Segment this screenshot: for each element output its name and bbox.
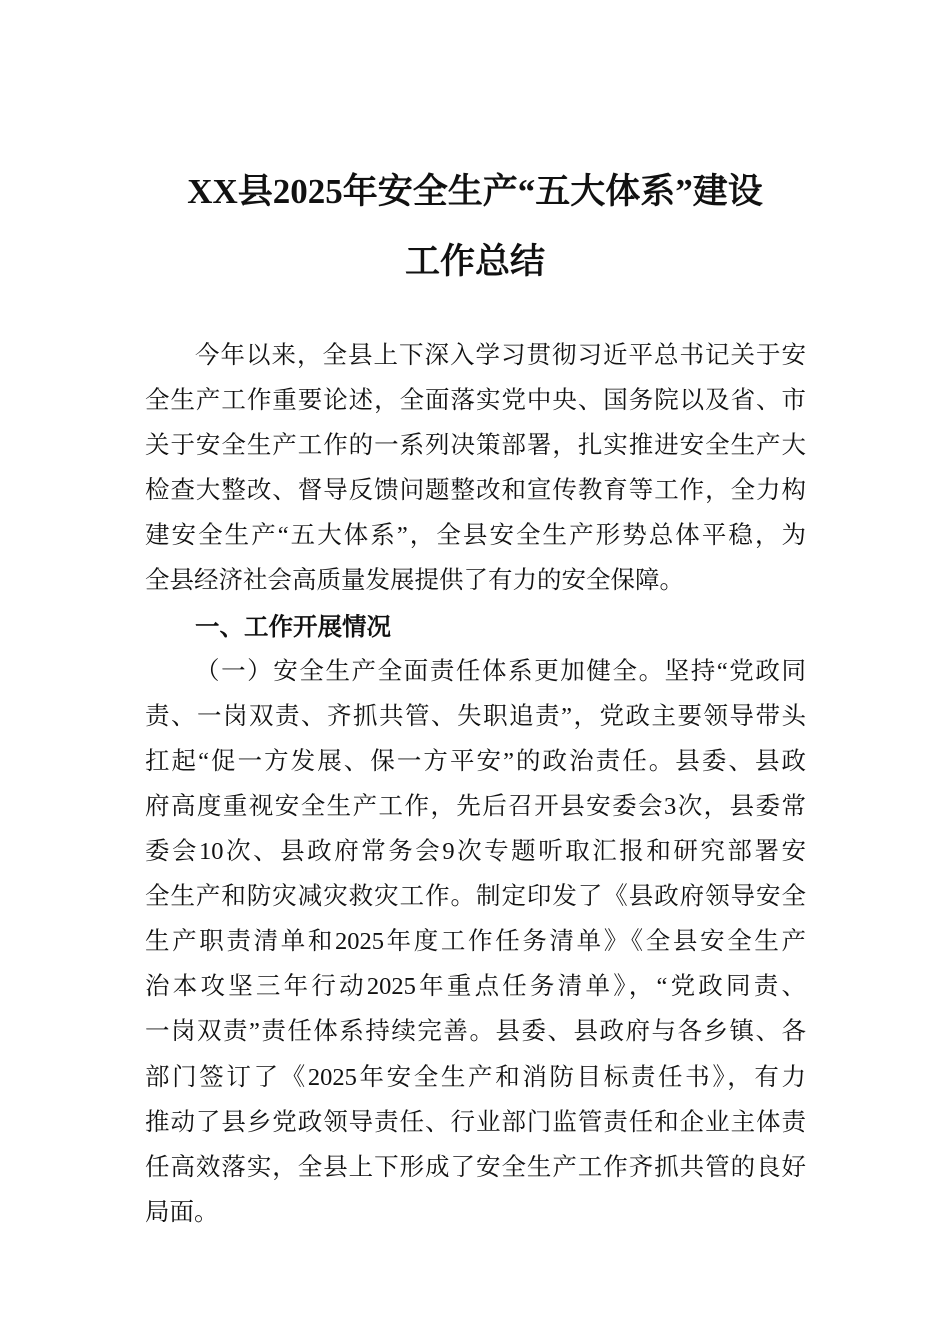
text-line: 任高效落实，全县上下形成了安全生产工作齐抓共管的良好 — [145, 1153, 806, 1181]
text-line: （一）安全生产全面责任体系更加健全。坚持“党政同 — [195, 657, 806, 685]
text-line: 检查大整改、督导反馈问题整改和宣传教育等工作，全力构 — [145, 477, 806, 505]
section1-paragraph — [145, 649, 806, 1235]
text-line: 建安全生产“五大体系”，全县安全生产形势总体平稳，为 — [145, 522, 806, 550]
text-line: 治本攻坚三年行动2025年重点任务清单》，“党政同责、 — [145, 973, 806, 1001]
text-line: 一岗双责”责任体系持续完善。县委、县政府与各乡镇、各 — [145, 1018, 806, 1046]
document-title-line-2: 工作总结 — [404, 242, 545, 281]
text-line: 委会10次、县政府常务会9次专题听取汇报和研究部署安 — [145, 838, 806, 866]
text-line: 生产职责清单和2025年度工作任务清单》《全县安全生产 — [145, 928, 806, 956]
text-line: 关于安全生产工作的一系列决策部署，扎实推进安全生产大 — [145, 432, 806, 460]
text-line: 推动了县乡党政领导责任、行业部门监管责任和企业主体责 — [145, 1108, 806, 1136]
document-title-line-1: XX县2025年安全生产“五大体系”建设 — [187, 172, 763, 211]
text-line: 部门签订了《2025年安全生产和消防目标责任书》，有力 — [145, 1063, 806, 1091]
text-line: 全生产和防灾减灾救灾工作。制定印发了《县政府领导安全 — [145, 883, 806, 911]
document-body — [145, 333, 806, 1235]
section-heading: 一、工作开展情况 — [195, 611, 391, 641]
text-line: 府高度重视安全生产工作，先后召开县安委会3次，县委常 — [145, 792, 806, 820]
text-line: 扛起“促一方发展、保一方平安”的政治责任。县委、县政 — [145, 747, 806, 775]
intro-paragraph — [145, 333, 806, 604]
text-line: 全县经济社会高质量发展提供了有力的安全保障。 — [145, 567, 684, 595]
text-line: 今年以来，全县上下深入学习贯彻习近平总书记关于安 — [195, 342, 806, 369]
text-line: 全生产工作重要论述，全面落实党中央、国务院以及省、市 — [145, 387, 806, 415]
text-line: 局面。 — [145, 1198, 219, 1226]
text-line: 责、一岗双责、齐抓共管、失职追责”，党政主要领导带头 — [145, 702, 806, 730]
